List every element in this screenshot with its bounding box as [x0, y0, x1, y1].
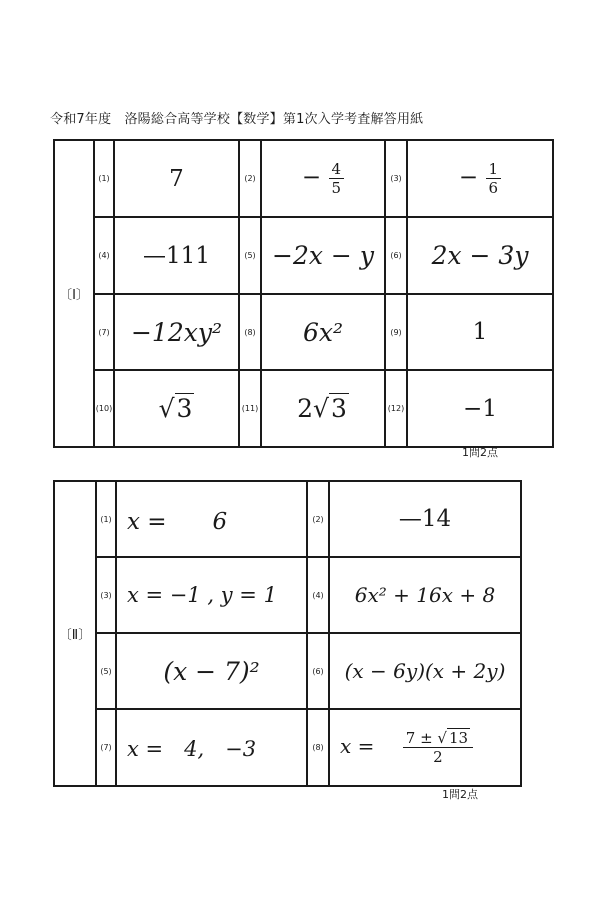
answer-1-2	[261, 140, 385, 217]
answer-2-2: —14	[329, 481, 521, 557]
denominator: 6	[488, 179, 499, 197]
answer-sign: −	[301, 164, 322, 191]
question-number: (9)	[385, 294, 407, 370]
question-number: (7)	[94, 294, 114, 370]
question-number: (8)	[307, 709, 329, 786]
fraction	[486, 160, 502, 197]
question-number: (4)	[94, 217, 114, 294]
answer-2-8	[329, 709, 521, 786]
answer-2-4: 6x² + 16x + 8	[329, 557, 521, 633]
answer-1-12: −1	[407, 370, 553, 447]
numerator: 1	[486, 160, 502, 179]
question-number: (5)	[96, 633, 116, 709]
section-2-label: 〔Ⅱ〕	[54, 481, 96, 786]
numerator: 4	[329, 160, 345, 179]
numerator	[403, 729, 473, 748]
question-number: (6)	[385, 217, 407, 294]
question-number: (12)	[385, 370, 407, 447]
answer-1-7: −12xy²	[114, 294, 239, 370]
answer-1-9: 1	[407, 294, 553, 370]
answer-2-1: x = 6	[116, 481, 307, 557]
question-number: (5)	[239, 217, 261, 294]
answer-2-3: x = −1 , y = 1	[116, 557, 307, 633]
square-root: √ 13	[437, 729, 469, 747]
fraction	[329, 160, 345, 197]
question-number: (7)	[96, 709, 116, 786]
radicand: 3	[176, 394, 193, 423]
question-number: (2)	[307, 481, 329, 557]
radicand: 3	[330, 394, 347, 423]
section-2-table	[53, 480, 522, 787]
question-number: (6)	[307, 633, 329, 709]
numerator-text: 7 ±	[405, 729, 438, 747]
radicand: 13	[448, 729, 469, 747]
points-note: 1問2点	[442, 788, 478, 801]
answer-1-3	[407, 140, 553, 217]
answer-2-7: x = 4, −3	[116, 709, 307, 786]
question-number: (3)	[385, 140, 407, 217]
answer-1-6: 2x − 3y	[407, 217, 553, 294]
answer-prefix: x =	[340, 734, 375, 758]
answer-1-1: 7	[114, 140, 239, 217]
sqrt-coefficient: 2	[297, 394, 314, 423]
denominator: 5	[331, 179, 342, 197]
answer-2-5: (x − 7)²	[116, 633, 307, 709]
fraction	[403, 729, 473, 766]
question-number: (1)	[94, 140, 114, 217]
answer-1-4: —111	[114, 217, 239, 294]
answer-sign: −	[458, 164, 479, 191]
section-1-label: 〔Ⅰ〕	[54, 140, 94, 447]
question-number: (10)	[94, 370, 114, 447]
question-number: (11)	[239, 370, 261, 447]
square-root: √3	[313, 394, 347, 423]
square-root: √3	[158, 394, 193, 423]
question-number: (1)	[96, 481, 116, 557]
answer-sheet-title: 令和7年度 洛陽総合高等学校【数学】第1次入学考査解答用紙	[50, 112, 424, 127]
question-number: (4)	[307, 557, 329, 633]
question-number: (8)	[239, 294, 261, 370]
section-1-table	[53, 139, 554, 448]
answer-1-11	[261, 370, 385, 447]
answer-1-8: 6x²	[261, 294, 385, 370]
denominator: 2	[433, 748, 443, 766]
question-number: (3)	[96, 557, 116, 633]
answer-2-6: (x − 6y)(x + 2y)	[329, 633, 521, 709]
points-note: 1問2点	[462, 446, 498, 459]
answer-1-5: −2x − y	[261, 217, 385, 294]
answer-1-10	[114, 370, 239, 447]
question-number: (2)	[239, 140, 261, 217]
